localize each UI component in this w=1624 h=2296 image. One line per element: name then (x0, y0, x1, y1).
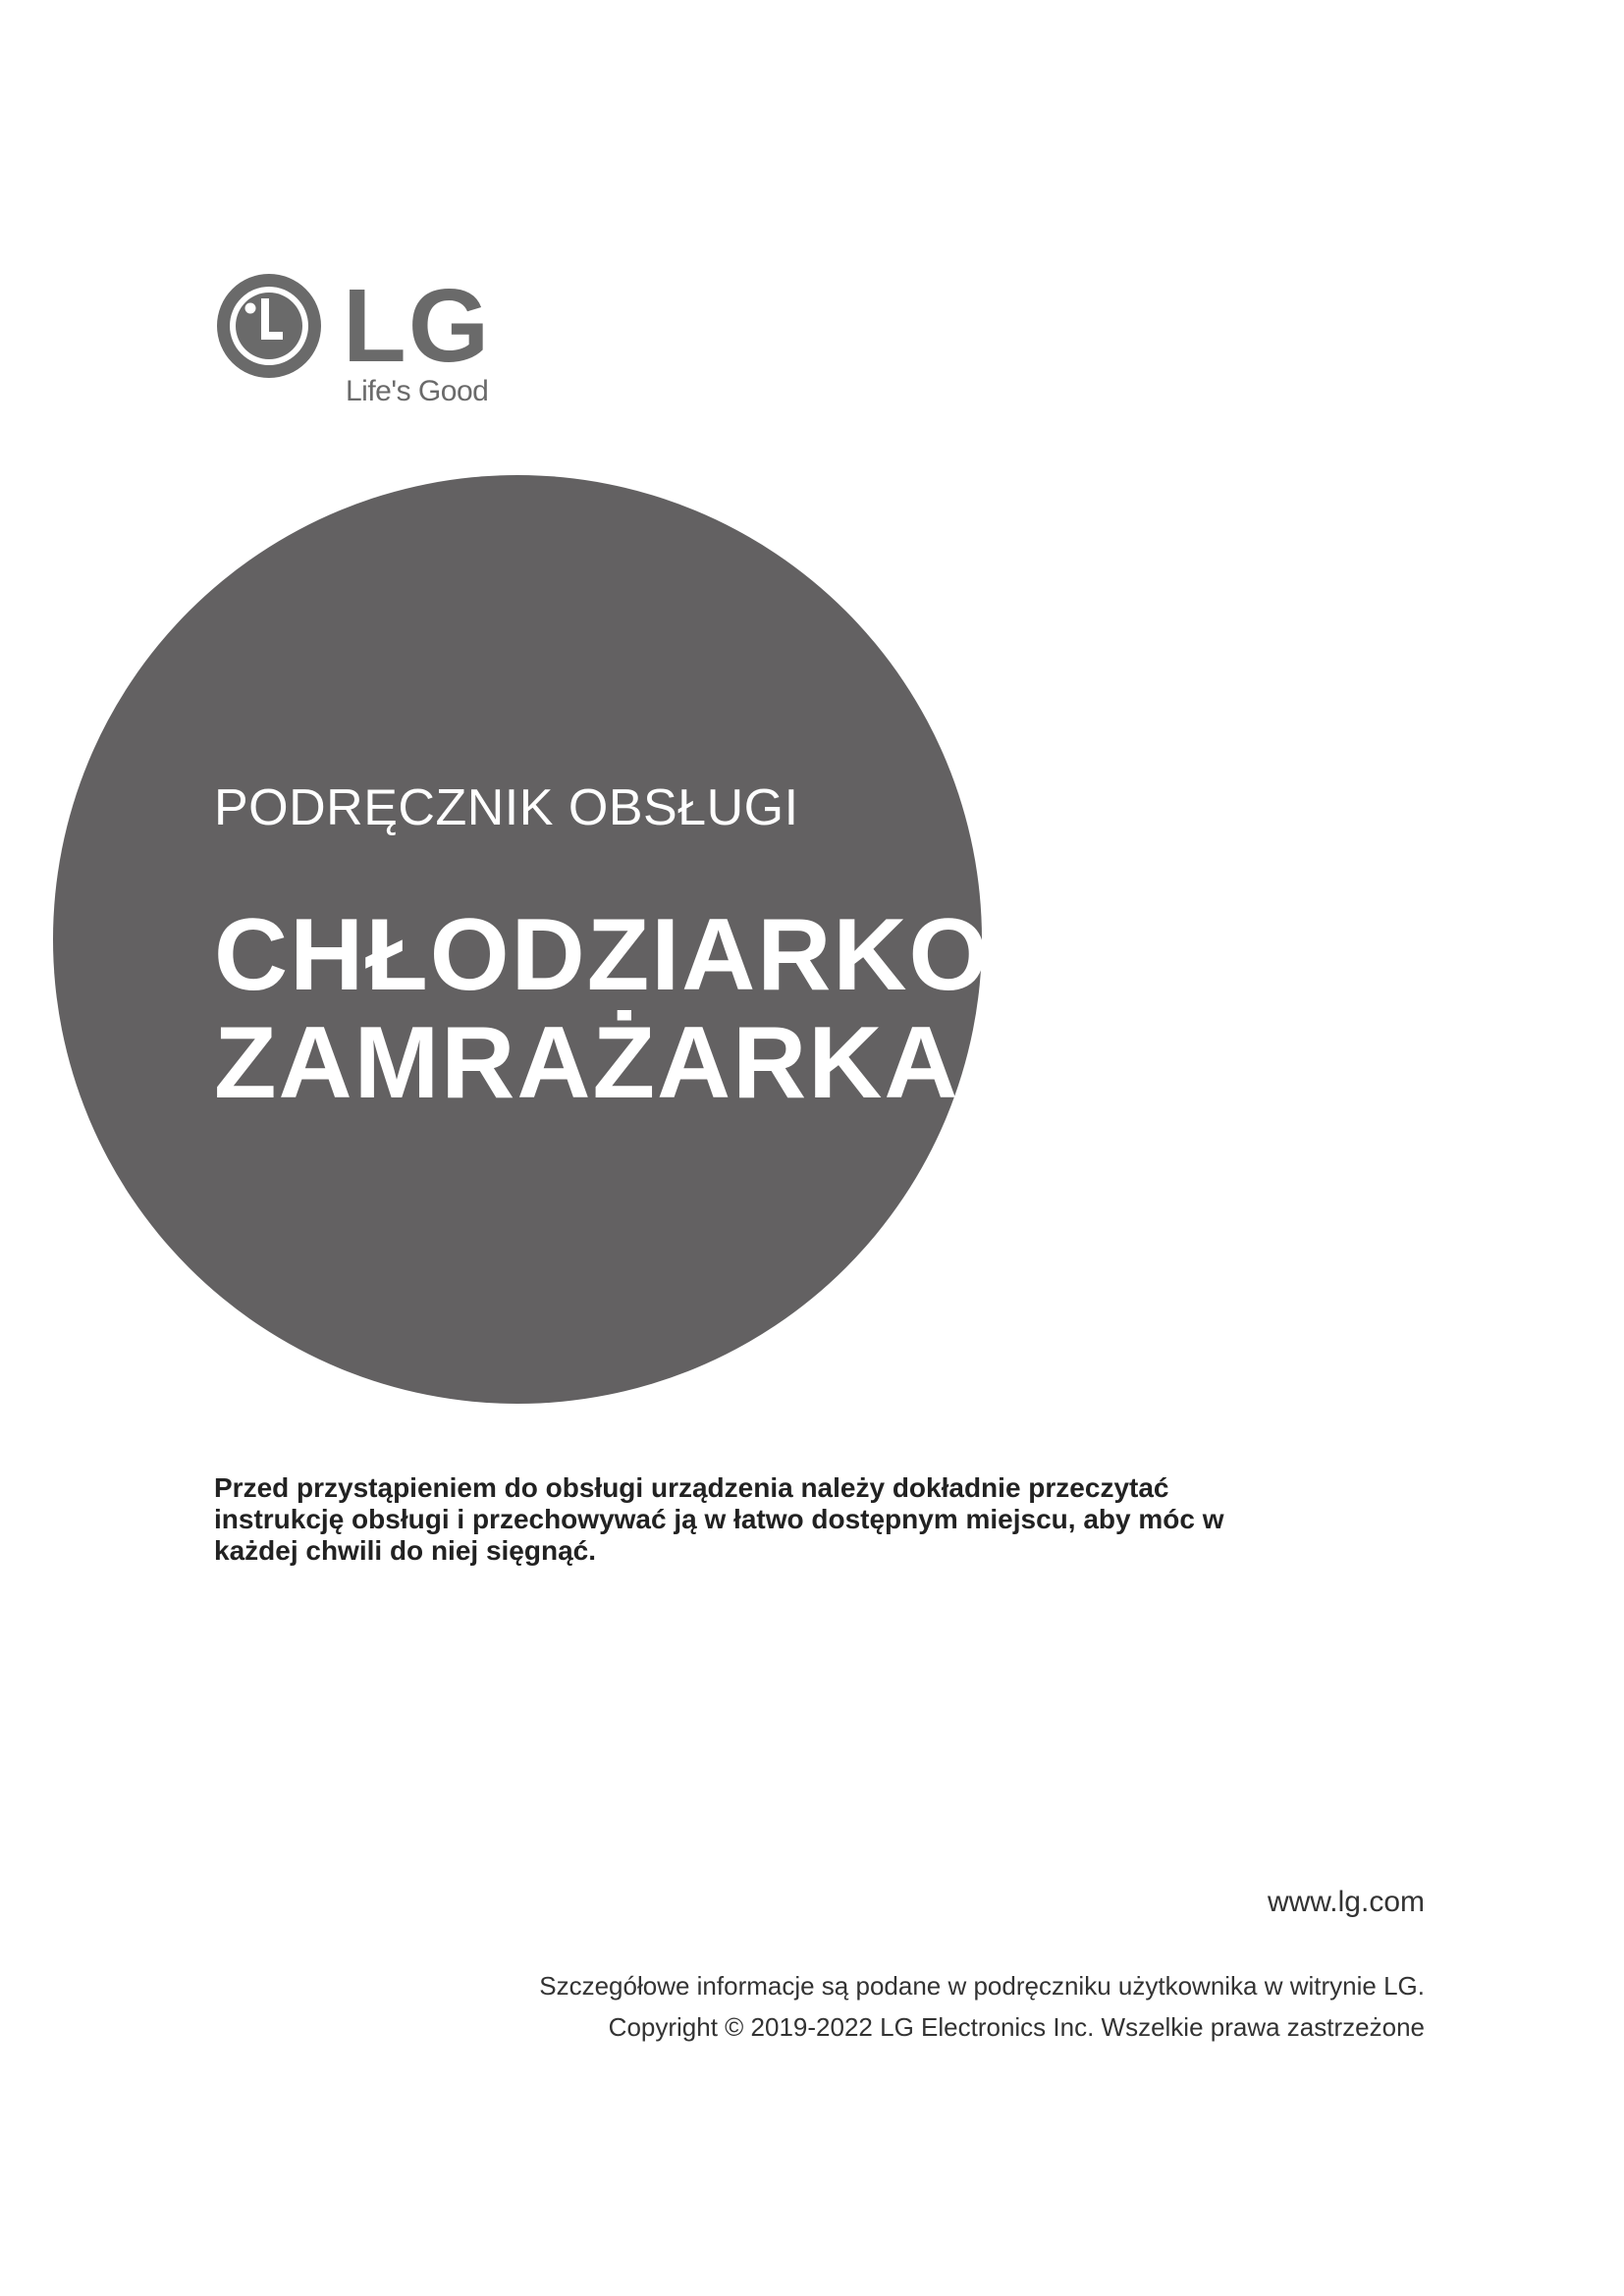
product-title-line-1: CHŁODZIARKO- (214, 898, 1027, 1012)
details-note: Szczegółowe informacje są podane w podręczniku użytkownika w witrynie LG. (539, 1971, 1425, 2001)
brand-wordmark: LG (343, 268, 492, 384)
copyright-notice: Copyright © 2019-2022 LG Electronics Inc. Wszelkie prawa zastrzeżone (608, 2012, 1425, 2042)
safety-notice-line-1: Przed przystąpieniem do obsługi urządzenia należy dokładnie przeczytać (214, 1472, 1169, 1503)
manual-subtitle: PODRĘCZNIK OBSŁUGI (214, 779, 799, 836)
safety-notice (214, 1472, 1255, 1567)
product-title (214, 898, 1027, 1120)
lg-logo (214, 268, 509, 418)
brand-tagline: Life's Good (346, 375, 489, 407)
lg-face-icon (214, 271, 324, 381)
safety-notice-line-2: instrukcję obsługi i przechowywać ją w łatwo dostępnym miejscu, aby móc w (214, 1504, 1224, 1534)
product-title-line-2: ZAMRAŻARKA (214, 1006, 960, 1120)
website-link[interactable]: www.lg.com (1267, 1886, 1425, 1918)
safety-notice-line-3: każdej chwili do niej sięgnąć. (214, 1535, 597, 1566)
